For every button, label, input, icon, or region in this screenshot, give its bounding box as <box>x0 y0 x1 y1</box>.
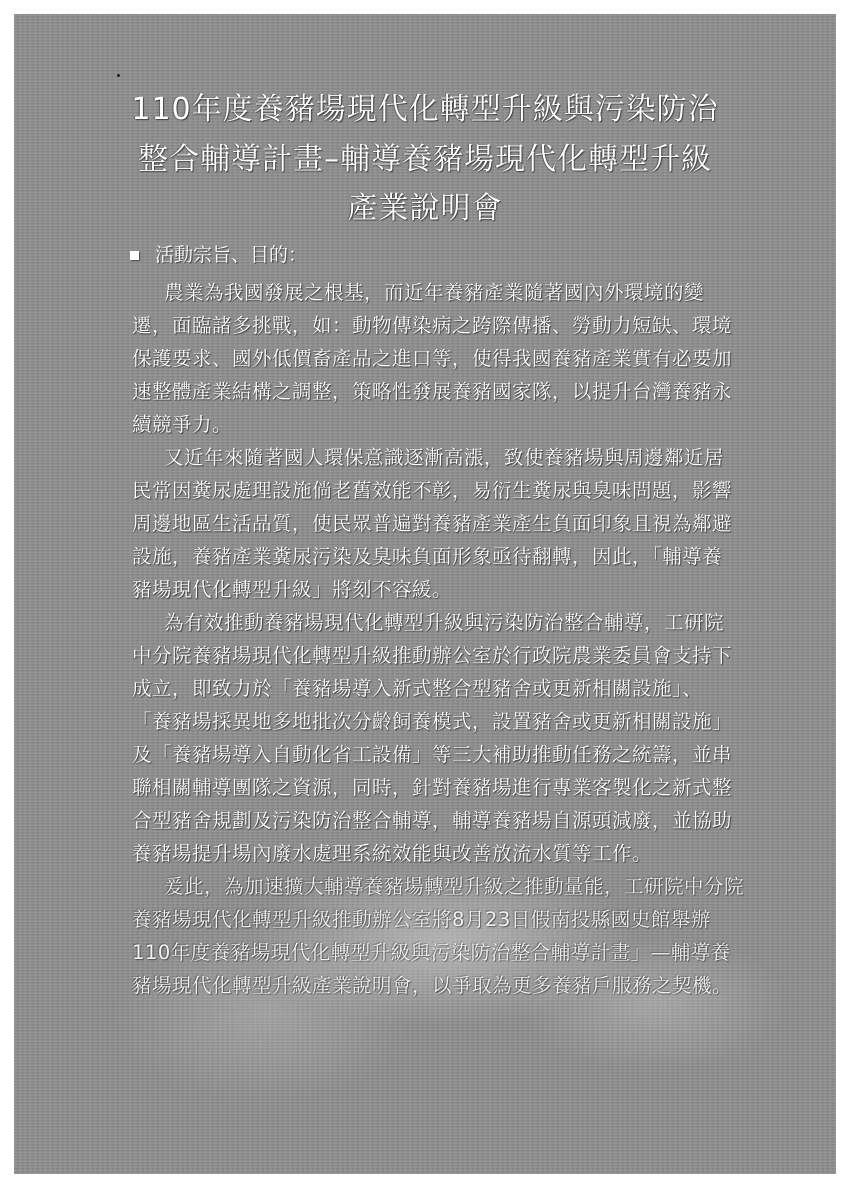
paragraph-line: 豬場現代化轉型升級產業說明會，以爭取為更多養豬戶服務之契機。 <box>132 974 733 997</box>
section-heading-text: 活動宗旨、目的： <box>155 244 308 266</box>
scan-speck <box>117 74 120 77</box>
paragraph-line: 農業為我國發展之根基，而近年養豬產業隨著國內外環境的變 <box>164 281 705 304</box>
paragraph-line: 爰此，為加速擴大輔導養豬場轉型升級之推動量能，工研院中分院 <box>164 875 745 898</box>
section-heading <box>130 242 307 268</box>
square-bullet-icon <box>130 251 139 260</box>
document-page <box>14 14 836 1174</box>
paragraph-line: 合型豬舍規劃及污染防治整合輔導，輔導養豬場自源頭減廢，並協助 <box>132 809 733 832</box>
paragraph-line: 速整體產業結構之調整，策略性發展養豬國家隊，以提升台灣養豬永 <box>132 380 733 403</box>
paragraph-line: 110年度養豬場現代化轉型升級與污染防治整合輔導計畫」—輔導養 <box>132 941 731 964</box>
paragraph-line: 為有效推動養豬場現代化轉型升級與污染防治整合輔導，工研院 <box>164 611 725 634</box>
paragraph-line: 養豬場提升場內廢水處理系統效能與改善放流水質等工作。 <box>132 842 653 865</box>
paragraph-line: 養豬場現代化轉型升級推動辦公室將8月23日假南投縣國史館舉辦 <box>132 908 711 931</box>
title-line-2: 整合輔導計畫–輔導養豬場現代化轉型升級 <box>138 142 712 177</box>
title-line-3: 產業說明會 <box>347 191 503 226</box>
paragraph-line: 成立，即致力於「養豬場導入新式整合型豬舍或更新相關設施」、 <box>132 677 703 700</box>
paragraph-line: 續競爭力。 <box>132 413 233 436</box>
paragraph-line: 及「養豬場導入自動化省工設備」等三大補助推動任務之統籌，並串 <box>132 743 733 766</box>
paragraph-line: 周邊地區生活品質，使民眾普遍對養豬產業產生負面印象且視為鄰避 <box>132 512 733 535</box>
paragraph-line: 設施，養豬產業糞尿污染及臭味負面形象亟待翻轉，因此，「輔導養 <box>132 545 723 568</box>
paragraph-line: 保護要求、國外低價畜產品之進口等，使得我國養豬產業實有必要加 <box>132 347 733 370</box>
paragraph-line: 豬場現代化轉型升級」將刻不容緩。 <box>132 578 453 601</box>
paragraph-line: 遷，面臨諸多挑戰，如：動物傳染病之跨際傳播、勞動力短缺、環境 <box>132 314 733 337</box>
paragraph-line: 又近年來隨著國人環保意識逐漸高漲，致使養豬場與周邊鄰近居 <box>164 446 725 469</box>
paragraph-line: 民常因糞尿處理設施倘老舊效能不彰，易衍生糞尿與臭味問題，影響 <box>132 479 733 502</box>
paragraph-line: 聯相關輔導團隊之資源，同時，針對養豬場進行專業客製化之新式整 <box>132 776 733 799</box>
paragraph-line: 「養豬場採異地多地批次分齡飼養模式，設置豬舍或更新相關設施」 <box>132 710 733 733</box>
paragraph-line: 中分院養豬場現代化轉型升級推動辦公室於行政院農業委員會支持下 <box>132 644 733 667</box>
title-line-1: 110年度養豬場現代化轉型升級與污染防治 <box>131 92 719 127</box>
